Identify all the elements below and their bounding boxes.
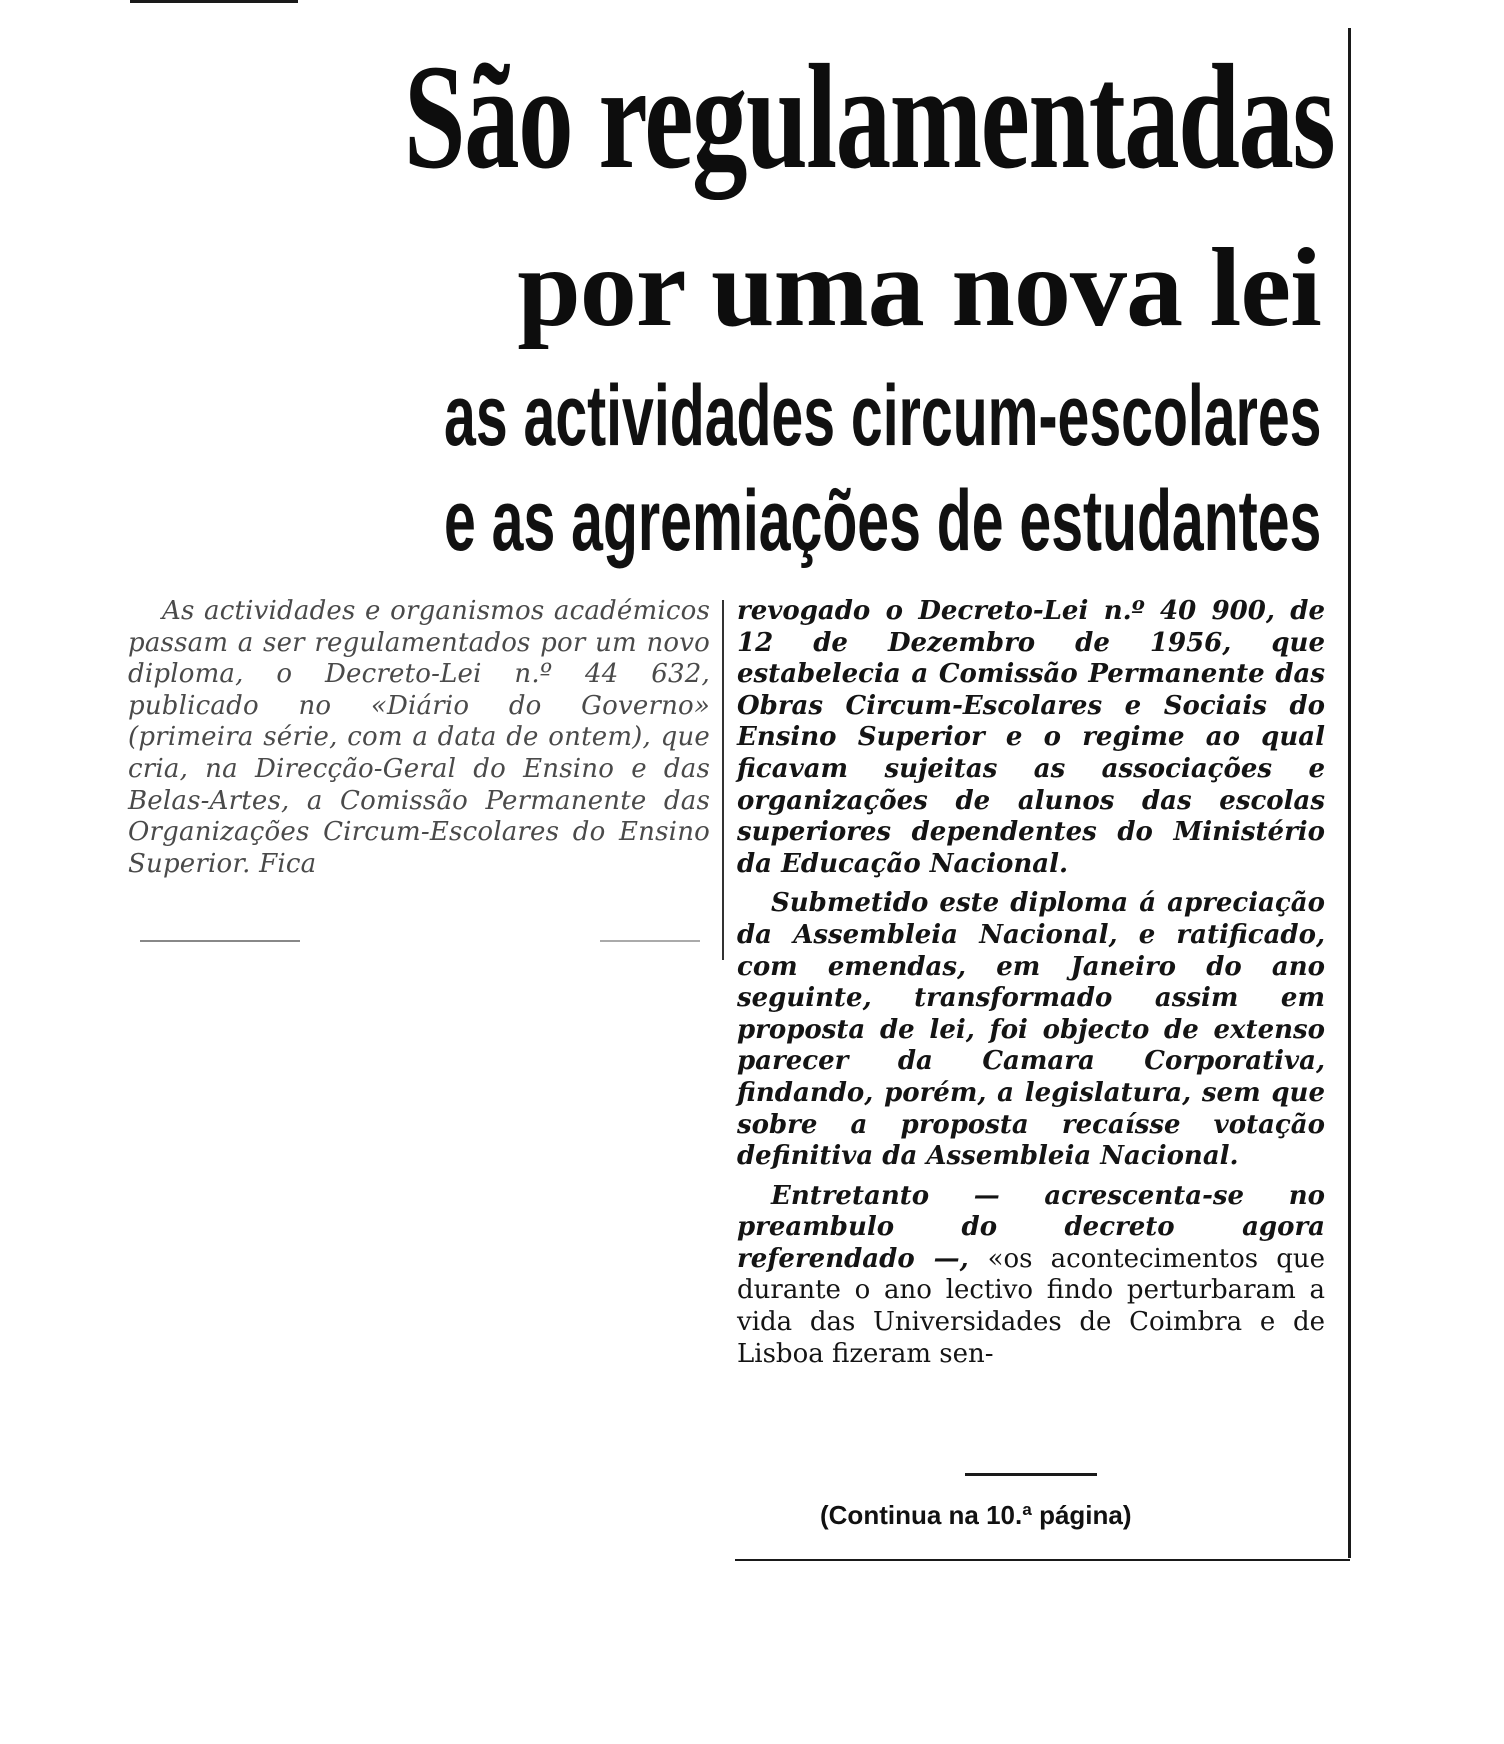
article-column-1 — [128, 596, 710, 888]
article-column-2 — [737, 596, 1325, 1378]
right-border-rule — [1348, 28, 1351, 1558]
column-2-paragraph-2: Submetido este diploma á apreciação da Assembleia Nacional, e ratificado, com emendas, em Janeiro do ano seguinte, transformado assim em proposta de lei, foi objecto de extenso parecer da Camara Corporativa, findando, porém, a legislatura, sem que sobre a proposta recaísse votação definitiva da Assembleia Nacional. — [737, 888, 1325, 1172]
column-1-end-rule-short — [600, 940, 700, 942]
paragraph-3-roman-part: «os acontecimentos que durante o ano lectivo findo perturbaram a vida das Universidades de Coimbra e de Lisboa fizeram sen- — [737, 1243, 1325, 1369]
top-border-rule — [130, 0, 298, 3]
headline-line-1: São regulamentadas — [403, 34, 1334, 200]
subheadline-line-2: e as agremiações de estudantes — [443, 473, 1321, 569]
column-divider — [722, 600, 724, 960]
continuation-note: (Continua na 10.ª página) — [820, 1500, 1132, 1530]
bottom-border-rule — [735, 1559, 1350, 1561]
continuation-top-rule — [965, 1473, 1097, 1476]
column-1-paragraph: As actividades e organismos académicos passam a ser regulamentados por um novo diploma, o Decreto-Lei n.º 44 632, publicado no «Diário do Governo» (primeira série, com a data de ontem), que cria, na Direcção-Geral do Ensino e das Belas-Artes, a Comissão Permanente das Organizações Circum-Escolares do Ensino Superior. Fica — [128, 596, 710, 879]
subheadline-line-1: as actividades circum-escolares — [443, 368, 1321, 464]
column-2-paragraph-3 — [737, 1181, 1325, 1371]
paragraph-3-italic-part: Entretanto — acrescenta-se no preambulo do decreto agora referendado —, — [737, 1180, 1325, 1274]
headline-line-2: por uma nova lei — [517, 226, 1321, 350]
column-2-paragraph-1: revogado o Decreto-Lei n.º 40 900, de 12 de Dezembro de 1956, que estabelecia a Comissão Permanente das Obras Circum-Escolares e Sociais do Ensino Superior e o regime ao qual ficavam sujeitas as associações e organizações de alunos das escolas superiores dependentes do Ministério da Educação Nacional. — [737, 596, 1325, 879]
column-1-end-rule — [140, 940, 300, 942]
